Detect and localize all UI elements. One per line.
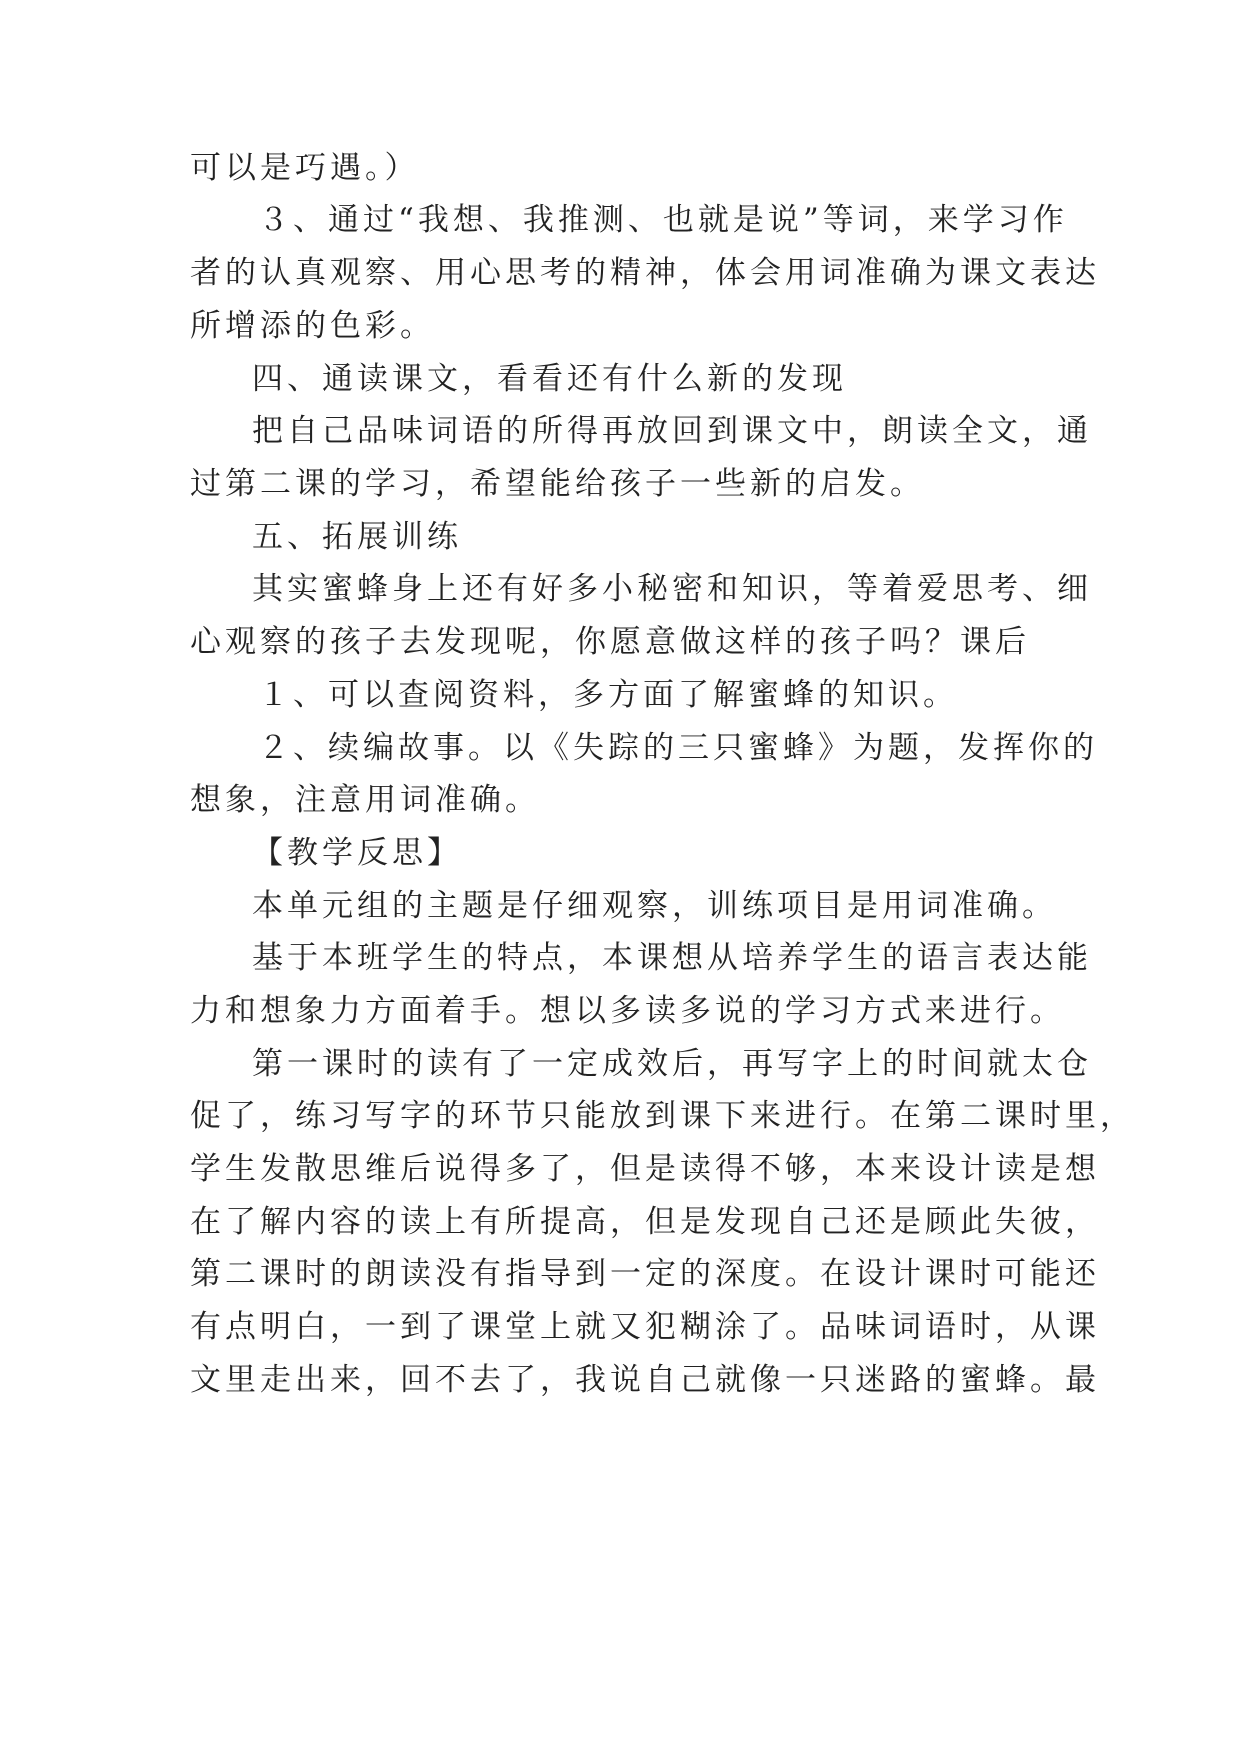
text-line-21: 在了解内容的读上有所提高，但是发现自己还是顾此失彼， bbox=[190, 1204, 1100, 1240]
text-line-24: 文里走出来，回不去了，我说自己就像一只迷路的蜜蜂。最 bbox=[190, 1362, 1100, 1398]
text-line-6: 把自己品味词语的所得再放回到课文中，朗读全文，通 bbox=[252, 413, 1092, 449]
text-line-23: 有点明白，一到了课堂上就又犯糊涂了。品味词语时，从课 bbox=[190, 1309, 1100, 1345]
text-line-19: 促了，练习写字的环节只能放到课下来进行。在第二课时里， bbox=[190, 1098, 1135, 1134]
text-line-16: 基于本班学生的特点，本课想从培养学生的语言表达能 bbox=[252, 940, 1092, 976]
text-line-2: ３、通过“我想、我推测、也就是说”等词，来学习作 bbox=[258, 202, 1068, 238]
text-line-13: 想象，注意用词准确。 bbox=[190, 782, 540, 818]
text-line-22: 第二课时的朗读没有指导到一定的深度。在设计课时可能还 bbox=[190, 1256, 1100, 1292]
text-line-18: 第一课时的读有了一定成效后，再写字上的时间就太仓 bbox=[252, 1046, 1092, 1082]
text-line-8: 五、拓展训练 bbox=[252, 519, 462, 555]
text-line-4: 所增添的色彩。 bbox=[190, 308, 435, 344]
text-line-3: 者的认真观察、用心思考的精神，体会用词准确为课文表达 bbox=[190, 255, 1100, 291]
text-line-12: ２、续编故事。以《失踪的三只蜜蜂》为题，发挥你的 bbox=[258, 730, 1098, 766]
text-line-9: 其实蜜蜂身上还有好多小秘密和知识，等着爱思考、细 bbox=[252, 571, 1092, 607]
text-line-7: 过第二课的学习，希望能给孩子一些新的启发。 bbox=[190, 466, 925, 502]
text-line-14: 【教学反思】 bbox=[252, 835, 462, 871]
text-line-1: 可以是巧遇。） bbox=[190, 150, 420, 186]
text-line-20: 学生发散思维后说得多了，但是读得不够，本来设计读是想 bbox=[190, 1151, 1100, 1187]
text-line-11: １、可以查阅资料，多方面了解蜜蜂的知识。 bbox=[258, 677, 958, 713]
text-line-15: 本单元组的主题是仔细观察，训练项目是用词准确。 bbox=[252, 888, 1057, 924]
text-line-17: 力和想象力方面着手。想以多读多说的学习方式来进行。 bbox=[190, 993, 1065, 1029]
text-line-5: 四、通读课文，看看还有什么新的发现 bbox=[252, 361, 847, 397]
text-line-10: 心观察的孩子去发现呢，你愿意做这样的孩子吗？课后 bbox=[190, 624, 1030, 660]
